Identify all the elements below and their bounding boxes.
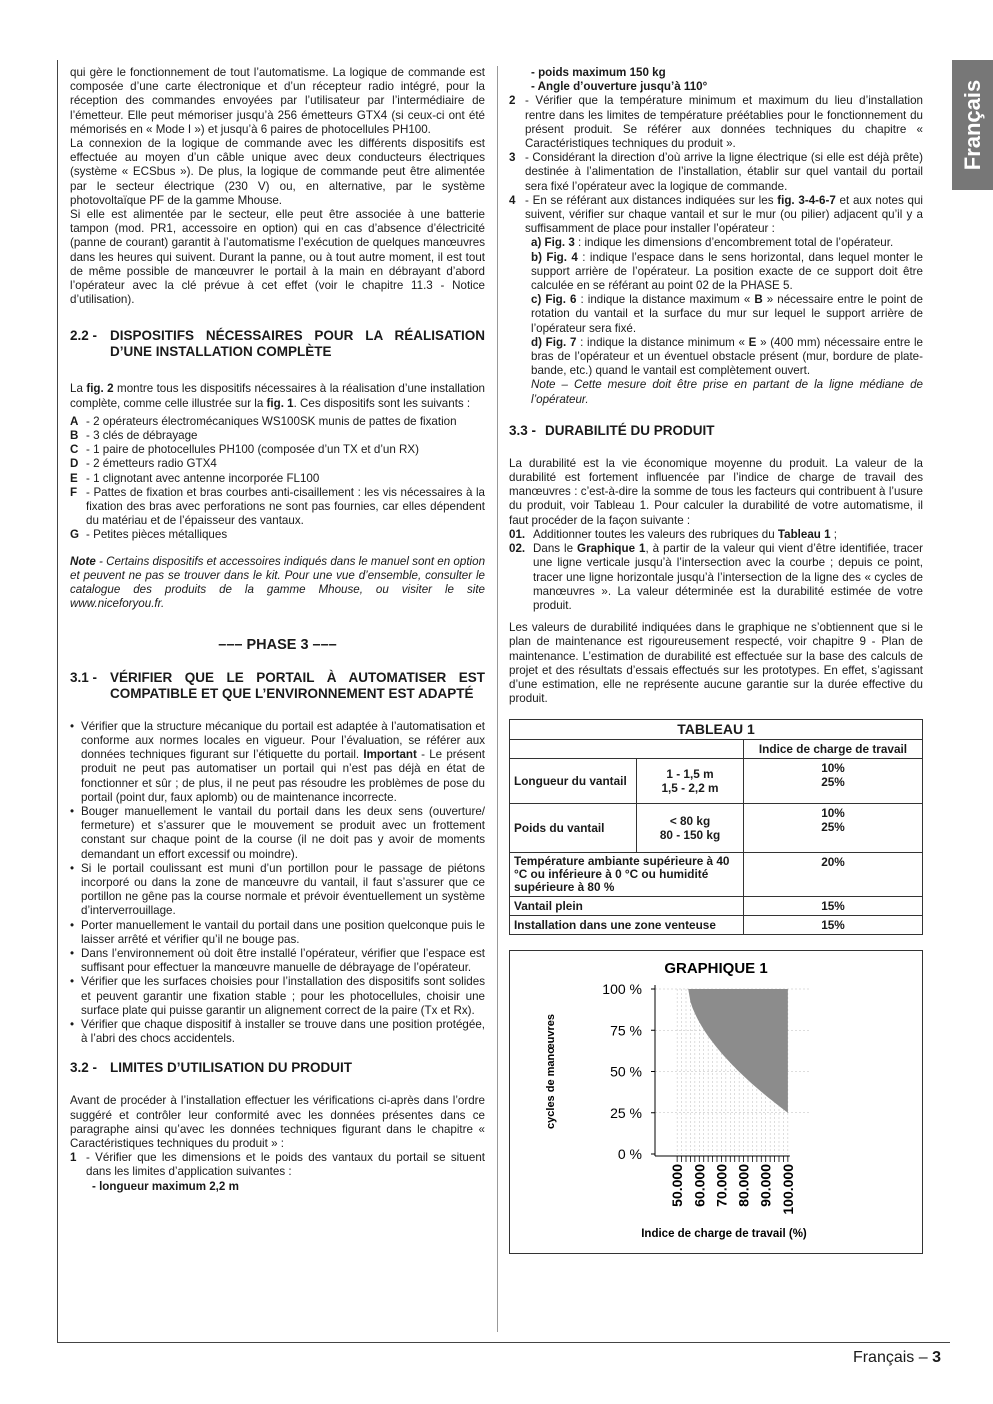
- phase-heading: ––– PHASE 3 –––: [218, 636, 337, 653]
- x-tick-label: 70.000: [713, 1164, 730, 1207]
- section-3-2-paragraph: Avant de procéder à l’installation effectuer les vérifications ci-après dans l’ordre suggéré et contrôler leur conformité avec les données présentes dans ce paragraphe ainsi qu’avec les données techniques figurant dans le chapitre « Caractéristiques techniques du produit » :: [70, 1094, 485, 1150]
- section-2-2-paragraph: La fig. 2 montre tous les dispositifs nécessaires à la réalisation d’une installation complète, comme celle illustrée sur la fig. 1. Ces dispositifs sont les suivants :: [70, 382, 486, 410]
- y-tick-label: 50 %: [610, 1063, 642, 1080]
- left-column: [70, 66, 485, 1194]
- y-axis-label: cycles de manœuvres: [545, 1014, 557, 1130]
- section-2-2-heading: [70, 328, 485, 360]
- list-item: • Vérifier que les surfaces choisies pour l’installation des dispositifs sont solides et peuvent garantir une fixation stable ; pour les photocellules, choisir une surface plate qui puisse garantir un alignement correct de la paire (Tx et Rx).: [70, 975, 485, 1017]
- list-item: 3 - Considérant la direction d’où arrive la ligne électrique (si elle est déjà prête) destinée à l’alimentation de l’installation, établir sur quel vantail du portail sera fixé l’opérateur avec la logique de commande.: [509, 151, 923, 193]
- y-tick-label: 25 %: [610, 1104, 642, 1121]
- table-title: TABLEAU 1: [510, 720, 923, 739]
- page-number: 3: [932, 1349, 941, 1366]
- list-item: 1 - Vérifier que les dimensions et le poids des vantaux du portail se situent dans les limites d’application suivantes :: [70, 1151, 485, 1179]
- section-number: 3.2 -: [70, 1060, 98, 1076]
- check-list: [70, 720, 485, 1047]
- x-tick-label: 50.000: [669, 1164, 686, 1207]
- fig-4-note: b) Fig. 4 : indique l’espace dans le sens horizontal, dans lequel monter le support arrière de l’opérateur. La position exacte de ce support doit être calculée en se référant au point 02 de la PHASE 5.: [531, 250, 923, 293]
- list-item: E - 1 clignotant avec antenne incorporée FL100: [70, 471, 320, 485]
- limit-length: - longueur maximum 2,2 m: [92, 1179, 239, 1193]
- section-3-2-heading: [70, 1060, 485, 1076]
- intro-paragraph-1: qui gère le fonctionnement de tout l’automatisme. La logique de commande est composée d’une carte électronique et d’un récepteur radio intégré, pour la réception des commandes envoyées par l’utilisateur par l’intermédiaire de l’émetteur. Elle peut mémoriser jusqu’à 256 émetteurs GTX4 (si ceux-ci ont été mémorisés en « Mode I ») et jusqu’à 6 paires de photocellules PH100.: [70, 66, 485, 136]
- section-number: 3.1 -: [70, 669, 98, 685]
- x-tick-label: 60.000: [691, 1164, 708, 1207]
- list-item: • Vérifier que chaque dispositif à installer se trouve dans une position protégée, à l’abri des chocs accidentels.: [70, 1017, 485, 1046]
- list-item: 02. Dans le Graphique 1, à partir de la valeur qui vient d’être identifiée, tracer une ligne verticale jusqu’à l’intersection avec la courbe ; depuis ce point, tracer une ligne horizontale jusqu’à l’intersection de la ligne des « cycles de manœuvres ». La valeur déterminée est la durabilité estimée de votre produit.: [509, 542, 923, 612]
- limit-weight: - poids maximum 150 kg: [531, 66, 666, 79]
- list-item: • Vérifier que la structure mécanique du portail est adaptée à l’automatisation et conforme aux normes locales en vigueur. Pour l’évaluation, se référer aux données techniques figurant sur l’étiquette du portail. Important - Le présent produit ne peut pas automatiser un portail qui n’est pas déjà en état de fonctionner et sûr ; de plus, il ne peut pas résoudre les problèmes de pose du portail (point dur, faux aplomb) ou de maintenance incorrecte.: [70, 719, 485, 804]
- section-title: VÉRIFIER QUE LE PORTAIL À AUTOMATISER EST COMPATIBLE ET QUE L’ENVIRONNEMENT EST ADAPTÉ: [110, 669, 485, 701]
- column-separator: [497, 66, 498, 1332]
- fig-notes: [509, 236, 923, 406]
- y-tick-label: 100 %: [602, 981, 642, 998]
- list-item: • Bouger manuellement le vantail du portail dans les deux sens (ouverture/ fermeture) et s’assurer que le mouvement se produit avec un frottement constant sur chaque point de la course (il ne doit pas y avoir de moments demandant un effort excessif ou moindre).: [70, 804, 485, 861]
- y-tick-label: 0 %: [617, 1146, 642, 1163]
- section-3-3-paragraph-2: Les valeurs de durabilité indiquées dans le graphique ne s’obtiennent que si le plan de maintenance est rigoureusement respecté, voir chapitre 9 - Plan de maintenance. L’estimation de durabilité est effectuée sur la base des calculs de projet et des résultats d’essais effectués sur les prototypes. En effet, s’agissant d’une estimation, elle ne représente aucune garantie sur la durée effective du produit.: [509, 621, 923, 706]
- fig-6-note: c) Fig. 6 : indique la distance maximum « B » nécessaire entre le point de rotation du vantail et la surface du mur sur lequel le support arrière de l’opérateur sera fixé.: [531, 293, 923, 335]
- table-row: Température ambiante supérieure à 40 °C ou inférieure à 0 °C ou humidité supérieure à 80 % 20%: [510, 852, 923, 896]
- table-1: [509, 719, 923, 935]
- chart-svg: [510, 951, 922, 1253]
- list-item: B - 3 clés de débrayage: [70, 429, 198, 443]
- table-row: Installation dans une zone venteuse 15%: [510, 915, 923, 934]
- chart-title: GRAPHIQUE 1: [664, 960, 768, 978]
- list-item: F - Pattes de fixation et bras courbes anti-cisaillement : les vis nécessaires à la fixation des bras avec perforations ne sont pas fournies, car elles dépendent du matériau et de l’épaisseur des vantaux.: [70, 485, 485, 528]
- section-title: LIMITES D’UTILISATION DU PRODUIT: [110, 1060, 352, 1076]
- section-number: 2.2 -: [70, 328, 98, 344]
- right-column: [509, 66, 923, 1254]
- list-item: • Si le portail coulissant est muni d’un portillon pour le passage de piétons incorporé ou dans la zone de manœuvre du vantail, il faut s’assurer que ce portillon ne gêne pas la course normale et prévoir éventuellement un système d’interverrouillage.: [70, 861, 485, 918]
- x-tick-label: 100.000: [779, 1164, 796, 1215]
- list-item: A - 2 opérateurs électromécaniques WS100SK munis de pattes de fixation: [70, 414, 457, 428]
- device-list: [70, 415, 485, 543]
- section-3-3-paragraph-1: La durabilité est la vie économique moyenne du produit. La valeur de la durabilité est fortement influencée par l’indice de charge de travail des manœuvres : c’est-à-dire la somme de tous les facteurs qui contribuent à l’usure du produit, voir Tableau 1. Pour calculer la durabilité de votre automatisme, il faut procéder de la façon suivante :: [509, 456, 923, 527]
- section-3-3-heading: [509, 423, 923, 439]
- table-row: Poids du vantail < 80 kg 80 - 150 kg 10% 25%: [510, 803, 923, 852]
- durability-area: [688, 989, 788, 1113]
- note-paragraph: Note - Certains dispositifs et accessoires indiqués dans le manuel sont en option et peuvent ne pas se trouver dans le kit. Pour une vue d’ensemble, consulter le catalogue des produits de la gamme Mhouse, ou visiter le site www.niceforyou.fr.: [70, 554, 486, 611]
- fig-3-note: a) Fig. 3 : indique les dimensions d’encombrement total de l’opérateur.: [531, 236, 894, 250]
- table-header: Indice de charge de travail: [744, 739, 923, 758]
- x-axis-label: Indice de charge de travail (%): [641, 1228, 807, 1241]
- section-title: DISPOSITIFS NÉCESSAIRES POUR LA RÉALISATION D’UNE INSTALLATION COMPLÈTE: [110, 328, 485, 360]
- list-item: • Dans l’environnement où doit être installé l’opérateur, vérifier que l’espace est suffisant pour effectuer la manœuvre manuelle de débrayage de l’opérateur.: [70, 946, 485, 975]
- x-tick-label: 80.000: [735, 1164, 752, 1207]
- table-row: Longueur du vantail 1 - 1,5 m 1,5 - 2,2 m 10% 25%: [510, 758, 923, 803]
- intro-paragraph-3: Si elle est alimentée par le secteur, elle peut être associée à une batterie tampon (mod. PR1, accessoire en option) qui en cas d’absence d’électricité (panne de courant) garantit à l’automatisme l’exécution de quelques manœuvres dans les heures qui suivent. Durant la panne, ou à tout autre moment, il est tout de même possible de manœuvrer le portail à la main en débrayant d’abord l’opérateur avec la clé prévue à cet effet (voir le chapitre 11.3 - Notice d’utilisation).: [70, 208, 485, 307]
- section-number: 3.3 -: [509, 422, 537, 438]
- section-title: DURABILITÉ DU PRODUIT: [545, 422, 715, 438]
- fig-7-italic-note: Note – Cette mesure doit être prise en partant de la ligne médiane de l’opérateur.: [531, 378, 923, 406]
- limit-angle: - Angle d’ouverture jusqu’à 110°: [531, 80, 708, 94]
- footer-label: Français –: [852, 1349, 933, 1366]
- x-tick-label: 90.000: [757, 1164, 774, 1207]
- table-row: Vantail plein 15%: [510, 896, 923, 915]
- fig-7-note: d) Fig. 7 : indique la distance minimum « E » (400 mm) nécessaire entre le bras de l’opérateur et un éventuel obstacle présent (mur, bordure de plate-bande, etc.) quand le vantail est complètement ouvert.: [531, 335, 923, 378]
- list-item: C - 1 paire de photocellules PH100 (composée d’un TX et d’un RX): [70, 443, 419, 457]
- page-footer: [853, 1349, 941, 1367]
- intro-paragraph-2: La connexion de la logique de commande avec les différents dispositifs est effectuée au moyen d’un câble unique avec deux conducteurs électriques (système « ECSbus »). De plus, la logique de commande peut être alimentée par le secteur électrique (230 V) ou, en alternative, par le système photovoltaïque PF de la gamme Mhouse.: [70, 137, 485, 207]
- list-item: 4 - En se référant aux distances indiquées sur les fig. 3-4-6-7 et aux notes qui suivent, vérifier sur chaque vantail et sur le mur (ou pilier) adjacent qu’il y a suffisamment de place pour installer l’opérateur :: [509, 193, 923, 236]
- graphique-1: [509, 950, 923, 1254]
- list-item: G - Petites pièces métalliques: [70, 528, 228, 542]
- y-tick-label: 75 %: [610, 1022, 642, 1039]
- list-item: • Porter manuellement le vantail du portail dans une position quelconque puis le laisser arrêté et vérifier qu’il ne bouge pas.: [70, 918, 485, 946]
- section-3-1-heading: [70, 670, 485, 702]
- list-item: 01. Additionner toutes les valeurs des rubriques du Tableau 1 ;: [509, 527, 837, 541]
- list-item: 2 - Vérifier que la température minimum et maximum du lieu d’installation rentre dans les limites de température préétablies pour le fonctionnement du présent produit. Se référer aux données techniques du chapitre « Caractéristiques techniques du produit ».: [509, 94, 923, 151]
- language-tab: [952, 60, 993, 190]
- list-item: D - 2 émetteurs radio GTX4: [70, 457, 217, 471]
- language-tab-label: Français: [959, 79, 985, 171]
